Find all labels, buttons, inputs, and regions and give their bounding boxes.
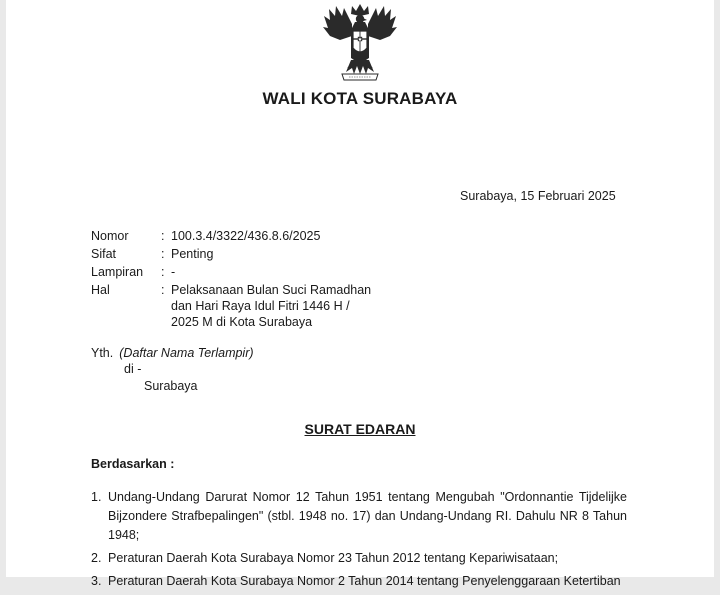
hal-line: 2025 M di Kota Surabaya xyxy=(171,315,313,329)
basis-heading: Berdasarkan : xyxy=(91,457,175,471)
document-heading: SURAT EDARAN xyxy=(304,421,416,437)
list-number: 1. xyxy=(91,490,102,504)
letter-date: Surabaya, 15 Februari 2025 xyxy=(460,189,616,203)
meta-label: Nomor xyxy=(91,229,129,243)
meta-colon: : xyxy=(161,247,165,261)
letter-page xyxy=(6,0,714,588)
list-item xyxy=(91,572,627,591)
basis-list xyxy=(91,488,627,595)
meta-value-sifat: Penting xyxy=(171,247,214,261)
list-text: Peraturan Daerah Kota Surabaya Nomor 23 Tahun 2012 tentang Kepariwisataan; xyxy=(108,551,559,565)
meta-label: Sifat xyxy=(91,247,117,261)
recipient-di: di - xyxy=(124,362,142,376)
meta-value-nomor: 100.3.4/3322/436.8.6/2025 xyxy=(171,229,321,243)
meta-value-hal xyxy=(171,282,431,330)
list-text: Peraturan Daerah Kota Surabaya Nomor 2 Tahun 2014 tentang Penyelenggaraan Ketertiban xyxy=(108,574,621,588)
meta-label: Hal xyxy=(91,283,110,297)
meta-colon: : xyxy=(161,283,165,297)
list-item xyxy=(91,488,627,545)
list-item xyxy=(91,549,627,568)
meta-label: Lampiran xyxy=(91,265,144,279)
recipient-city: Surabaya xyxy=(144,379,198,393)
list-number: 2. xyxy=(91,551,102,565)
meta-colon: : xyxy=(161,265,165,279)
yth-label: Yth. xyxy=(91,346,114,360)
recipient-line xyxy=(91,346,254,360)
meta-value-lampiran: - xyxy=(171,265,176,279)
hal-line: dan Hari Raya Idul Fitri 1446 H / xyxy=(171,299,350,313)
list-number: 3. xyxy=(91,574,102,588)
recipient-name: (Daftar Nama Terlampir) xyxy=(119,346,254,360)
garuda-pancasila-emblem-icon xyxy=(322,2,398,82)
mayor-title: WALI KOTA SURABAYA xyxy=(262,89,458,108)
meta-colon: : xyxy=(161,229,165,243)
hal-line: Pelaksanaan Bulan Suci Ramadhan xyxy=(171,283,372,297)
list-text: Undang-Undang Darurat Nomor 12 Tahun 1951 tentang Mengubah "Ordonnantie Tijdelijke Bijzondere Strafbepalingen" (stbl. 1948 no. 17) dan Undang-Undang RI. Dahulu NR 8 Tahun 1948; xyxy=(108,490,627,542)
